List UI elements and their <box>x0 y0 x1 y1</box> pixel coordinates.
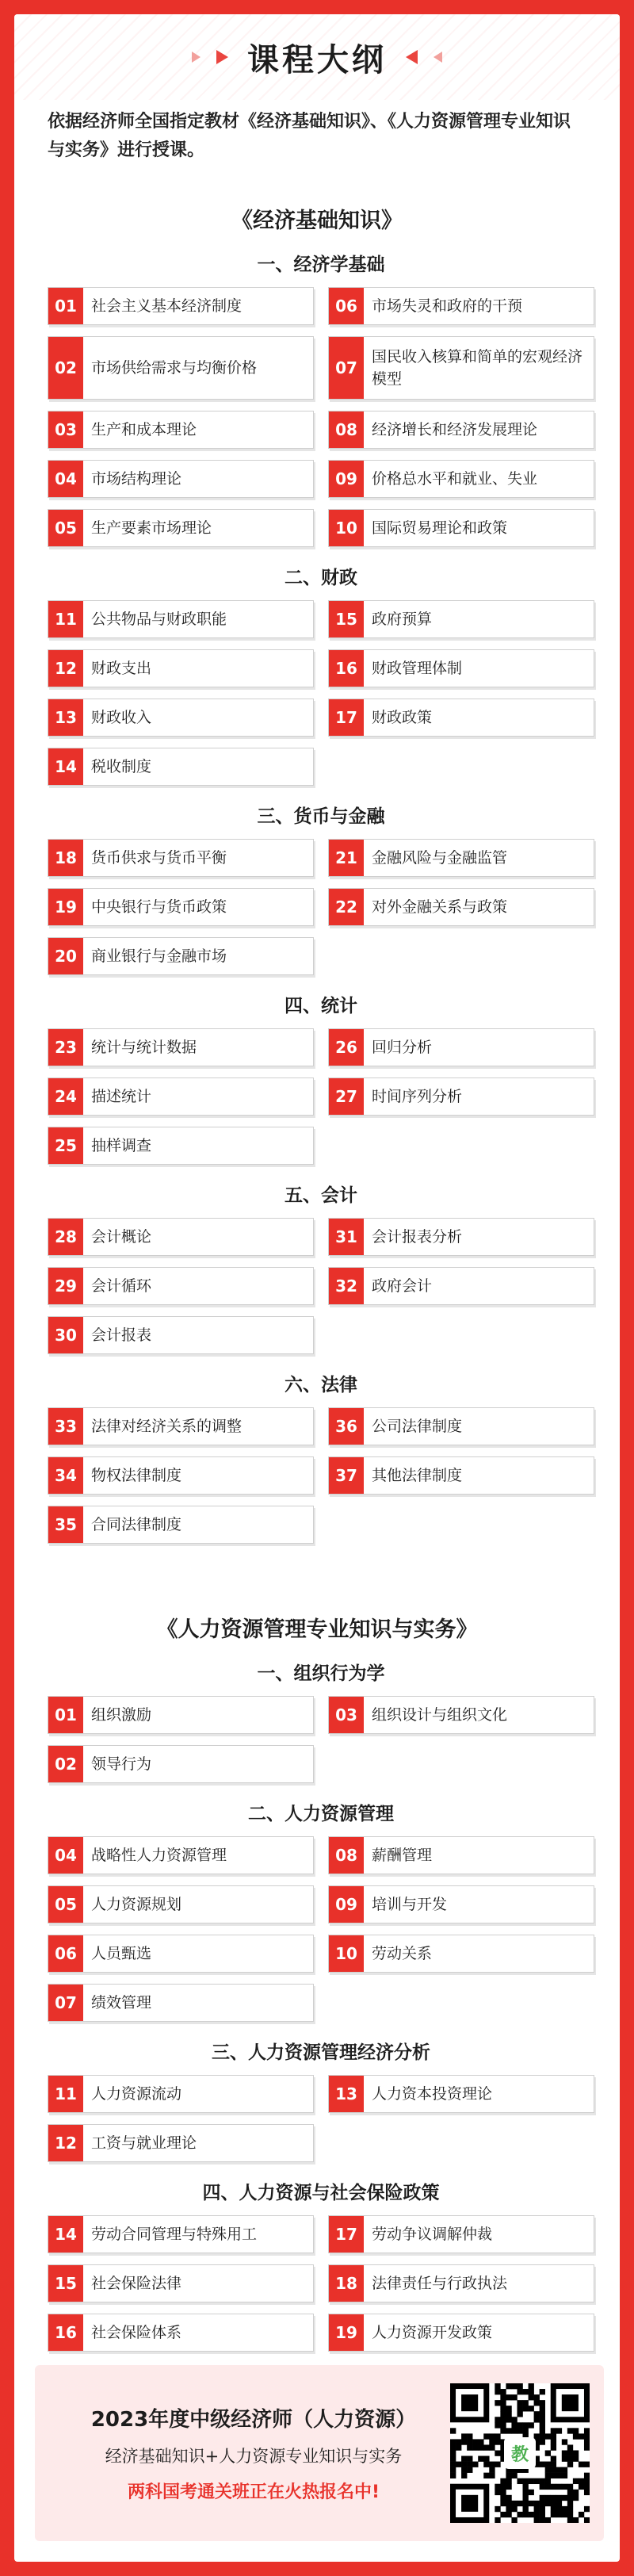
topic-item <box>48 1316 314 1354</box>
topic-item <box>328 649 594 687</box>
topic-number: 08 <box>329 411 364 448</box>
topic-number: 26 <box>329 1029 364 1066</box>
topic-item <box>48 600 314 638</box>
topic-item <box>328 699 594 737</box>
chapter-title: 五、会计 <box>285 1185 357 1206</box>
topic-item <box>328 1696 594 1734</box>
qr-logo-icon: 教 <box>504 2437 536 2469</box>
topic-label: 领导行为 <box>91 1755 152 1773</box>
topic-label: 财政收入 <box>91 709 152 726</box>
topic-number: 21 <box>329 840 364 876</box>
topic-label: 法律责任与行政执法 <box>372 2275 508 2292</box>
topic-label: 税收制度 <box>91 758 152 775</box>
topic-label: 抽样调查 <box>91 1137 152 1154</box>
chapter-title: 一、经济学基础 <box>257 255 385 275</box>
topic-item <box>48 937 314 975</box>
topic-number: 22 <box>329 889 364 925</box>
topic-grid <box>48 1407 594 1544</box>
topic-label: 政府会计 <box>372 1277 433 1295</box>
chapter-section <box>48 2038 594 2162</box>
topic-item <box>48 2264 314 2302</box>
topic-number: 25 <box>48 1127 83 1164</box>
topic-grid <box>48 287 594 547</box>
chapter-title: 一、组织行为学 <box>257 1663 385 1684</box>
topic-item <box>328 1407 594 1445</box>
topic-item <box>328 1218 594 1256</box>
topic-label: 战略性人力资源管理 <box>91 1847 227 1864</box>
triangle-left-small-icon <box>192 52 201 63</box>
topic-number: 10 <box>329 510 364 546</box>
topic-number: 11 <box>48 601 83 637</box>
topic-number: 19 <box>48 889 83 925</box>
topic-item <box>48 1218 314 1256</box>
topic-label: 财政支出 <box>91 660 152 677</box>
topic-label: 劳动合同管理与特殊用工 <box>91 2226 258 2243</box>
topic-label: 社会保险体系 <box>91 2324 182 2341</box>
topic-grid <box>48 1696 594 1783</box>
topic-item <box>328 411 594 449</box>
chapter-title: 三、人力资源管理经济分析 <box>212 2042 430 2063</box>
topic-label: 薪酬管理 <box>372 1847 433 1864</box>
topic-number: 18 <box>329 2265 364 2302</box>
topic-number: 20 <box>48 938 83 974</box>
topic-label: 经济增长和经济发展理论 <box>372 421 538 438</box>
topic-number: 01 <box>48 1697 83 1733</box>
topic-item <box>48 1935 314 1973</box>
topic-item <box>48 336 314 400</box>
topic-label: 物权法律制度 <box>91 1467 182 1484</box>
topic-grid <box>48 839 594 975</box>
topic-item <box>328 2075 594 2113</box>
topic-item <box>48 699 314 737</box>
chapter-title: 四、统计 <box>285 996 357 1016</box>
topic-number: 35 <box>48 1506 83 1543</box>
topic-number: 14 <box>48 748 83 785</box>
topic-item <box>328 2264 594 2302</box>
topic-item <box>48 1267 314 1305</box>
chapter-section <box>48 250 594 547</box>
topic-item <box>328 1935 594 1973</box>
topic-item <box>48 748 314 786</box>
banner-title: 2023年度中级经济师（人力资源） <box>90 2408 417 2432</box>
topic-label: 对外金融关系与政策 <box>372 898 508 916</box>
topic-item <box>48 2075 314 2113</box>
topic-item <box>48 2314 314 2352</box>
topic-label: 公司法律制度 <box>372 1418 463 1435</box>
topic-label: 财政管理体制 <box>372 660 463 677</box>
topic-number: 15 <box>48 2265 83 2302</box>
topic-item <box>328 1267 594 1305</box>
topic-number: 27 <box>329 1078 364 1115</box>
topic-grid <box>48 1028 594 1165</box>
topic-number: 17 <box>329 2216 364 2253</box>
topic-number: 07 <box>329 337 364 399</box>
topic-label: 人力资源开发政策 <box>372 2324 493 2341</box>
topic-label: 劳动关系 <box>372 1945 433 1962</box>
topic-label: 金融风险与金融监管 <box>372 849 508 867</box>
topic-number: 09 <box>329 1886 364 1923</box>
topic-number: 03 <box>48 411 83 448</box>
topic-number: 34 <box>48 1457 83 1494</box>
chapter-section <box>48 1370 594 1544</box>
topic-item <box>328 1028 594 1066</box>
topic-item <box>328 839 594 877</box>
topic-number: 32 <box>329 1268 364 1304</box>
topic-label: 财政政策 <box>372 709 433 726</box>
topic-label: 人力资源规划 <box>91 1896 182 1913</box>
topic-item <box>328 1456 594 1495</box>
banner-subtitle: 经济基础知识+人力资源专业知识与实务 <box>105 2447 403 2466</box>
topic-item <box>328 1885 594 1923</box>
topic-item <box>328 2314 594 2352</box>
banner-cta: 两科国考通关班正在火热报名中! <box>127 2482 380 2502</box>
topic-item <box>48 411 314 449</box>
topic-label: 组织设计与组织文化 <box>372 1706 508 1724</box>
topic-item <box>328 509 594 547</box>
topic-item <box>48 2215 314 2253</box>
topic-label: 组织激励 <box>91 1706 152 1724</box>
topic-item <box>48 1506 314 1544</box>
page-header <box>14 14 620 100</box>
topic-item <box>48 649 314 687</box>
topic-item <box>48 1456 314 1495</box>
topic-item <box>328 1077 594 1116</box>
chapter-section <box>48 802 594 975</box>
triangle-left-icon <box>216 50 228 64</box>
topic-label: 工资与就业理论 <box>91 2134 197 2152</box>
topic-number: 29 <box>48 1268 83 1304</box>
topic-item <box>48 1407 314 1445</box>
topic-number: 24 <box>48 1078 83 1115</box>
topic-label: 生产要素市场理论 <box>91 519 212 537</box>
topic-number: 12 <box>48 650 83 687</box>
topic-label: 人力资本投资理论 <box>372 2085 493 2103</box>
topic-item <box>328 888 594 926</box>
topic-label: 社会主义基本经济制度 <box>91 297 243 315</box>
topic-number: 13 <box>329 2076 364 2112</box>
book-title: 《人力资源管理专业知识与实务》 <box>156 1617 478 1642</box>
topic-number: 02 <box>48 337 83 399</box>
topic-number: 10 <box>329 1935 364 1972</box>
topic-item <box>48 888 314 926</box>
topic-item <box>48 1077 314 1116</box>
topic-grid <box>48 2075 594 2162</box>
topic-item <box>48 1885 314 1923</box>
topic-item <box>328 2215 594 2253</box>
topic-item <box>328 600 594 638</box>
enrollment-banner <box>35 2365 604 2541</box>
topic-number: 11 <box>48 2076 83 2112</box>
topic-item <box>48 287 314 325</box>
topic-number: 23 <box>48 1029 83 1066</box>
topic-number: 16 <box>48 2314 83 2351</box>
topic-number: 33 <box>48 1408 83 1445</box>
chapter-title: 二、财政 <box>285 568 357 588</box>
chapter-section <box>48 1181 594 1354</box>
topic-label: 政府预算 <box>372 611 433 628</box>
book-section-economics <box>14 203 620 1544</box>
topic-label: 绩效管理 <box>91 1994 152 2011</box>
topic-label: 国际贸易理论和政策 <box>372 519 508 537</box>
chapter-section <box>48 563 594 786</box>
topic-number: 08 <box>329 1837 364 1874</box>
course-outline-page <box>14 14 620 2562</box>
topic-item <box>48 839 314 877</box>
triangle-right-small-icon <box>433 52 442 63</box>
topic-label: 人员甄选 <box>91 1945 152 1962</box>
topic-grid <box>48 1218 594 1354</box>
chapter-section <box>48 991 594 1165</box>
qr-code[interactable] <box>450 2383 590 2523</box>
topic-label: 货币供求与货币平衡 <box>91 849 227 867</box>
topic-label: 统计与统计数据 <box>91 1039 197 1056</box>
topic-label: 市场结构理论 <box>91 470 182 488</box>
topic-label: 其他法律制度 <box>372 1467 463 1484</box>
topic-label: 市场供给需求与均衡价格 <box>91 359 258 377</box>
topic-number: 02 <box>48 1746 83 1782</box>
banner-text <box>35 2403 450 2503</box>
topic-label: 中央银行与货币政策 <box>91 898 227 916</box>
topic-number: 04 <box>48 461 83 497</box>
topic-item <box>48 509 314 547</box>
topic-item <box>48 1127 314 1165</box>
intro-text: 依据经济师全国指定教材《经济基础知识》、《人力资源管理专业知识与实务》进行授课。 <box>48 112 571 160</box>
topic-number: 12 <box>48 2125 83 2161</box>
topic-label: 时间序列分析 <box>372 1088 463 1105</box>
topic-label: 公共物品与财政职能 <box>91 611 227 628</box>
topic-item <box>48 1028 314 1066</box>
topic-label: 人力资源流动 <box>91 2085 182 2103</box>
topic-grid <box>48 2215 594 2352</box>
topic-label: 国民收入核算和简单的宏观经济模型 <box>372 348 583 388</box>
topic-number: 04 <box>48 1837 83 1874</box>
topic-grid <box>48 600 594 786</box>
topic-number: 13 <box>48 699 83 736</box>
chapter-title: 三、货币与金融 <box>257 806 385 827</box>
page-title: 课程大纲 <box>247 41 387 78</box>
topic-label: 商业银行与金融市场 <box>91 947 227 965</box>
topic-number: 14 <box>48 2216 83 2253</box>
topic-number: 28 <box>48 1219 83 1255</box>
topic-number: 17 <box>329 699 364 736</box>
topic-label: 会计报表 <box>91 1326 152 1344</box>
topic-item <box>48 1745 314 1783</box>
chapter-section <box>48 2178 594 2352</box>
topic-item <box>328 287 594 325</box>
topic-number: 05 <box>48 1886 83 1923</box>
topic-label: 市场失灵和政府的干预 <box>372 297 523 315</box>
topic-label: 社会保险法律 <box>91 2275 182 2292</box>
topic-item <box>328 336 594 400</box>
topic-number: 07 <box>48 1985 83 2021</box>
chapter-section <box>48 1659 594 1783</box>
topic-item <box>48 2124 314 2162</box>
topic-label: 合同法律制度 <box>91 1516 182 1533</box>
topic-item <box>48 1696 314 1734</box>
topic-grid <box>48 1836 594 2022</box>
topic-label: 劳动争议调解仲裁 <box>372 2226 493 2243</box>
book-section-hr <box>14 1550 620 2352</box>
topic-number: 31 <box>329 1219 364 1255</box>
topic-label: 法律对经济关系的调整 <box>91 1418 243 1435</box>
topic-label: 价格总水平和就业、失业 <box>372 470 538 488</box>
topic-number: 37 <box>329 1457 364 1494</box>
topic-label: 生产和成本理论 <box>91 421 197 438</box>
topic-number: 36 <box>329 1408 364 1445</box>
topic-number: 05 <box>48 510 83 546</box>
topic-number: 18 <box>48 840 83 876</box>
topic-item <box>328 1836 594 1874</box>
topic-number: 06 <box>329 288 364 324</box>
topic-number: 16 <box>329 650 364 687</box>
topic-number: 19 <box>329 2314 364 2351</box>
book-title: 《经济基础知识》 <box>231 209 403 233</box>
topic-number: 06 <box>48 1935 83 1972</box>
topic-number: 30 <box>48 1317 83 1353</box>
topic-number: 15 <box>329 601 364 637</box>
topic-label: 描述统计 <box>91 1088 152 1105</box>
triangle-right-icon <box>406 50 418 64</box>
topic-number: 03 <box>329 1697 364 1733</box>
topic-label: 回归分析 <box>372 1039 433 1056</box>
topic-label: 会计概论 <box>91 1228 152 1246</box>
topic-label: 培训与开发 <box>372 1896 448 1913</box>
topic-item <box>328 460 594 498</box>
chapter-title: 六、法律 <box>285 1375 357 1395</box>
topic-item <box>48 460 314 498</box>
chapter-section <box>48 1799 594 2022</box>
topic-label: 会计报表分析 <box>372 1228 463 1246</box>
chapter-title: 四、人力资源与社会保险政策 <box>202 2183 440 2203</box>
topic-number: 01 <box>48 288 83 324</box>
topic-item <box>48 1984 314 2022</box>
topic-number: 09 <box>329 461 364 497</box>
chapter-title: 二、人力资源管理 <box>248 1804 394 1824</box>
topic-item <box>48 1836 314 1874</box>
topic-label: 会计循环 <box>91 1277 152 1295</box>
